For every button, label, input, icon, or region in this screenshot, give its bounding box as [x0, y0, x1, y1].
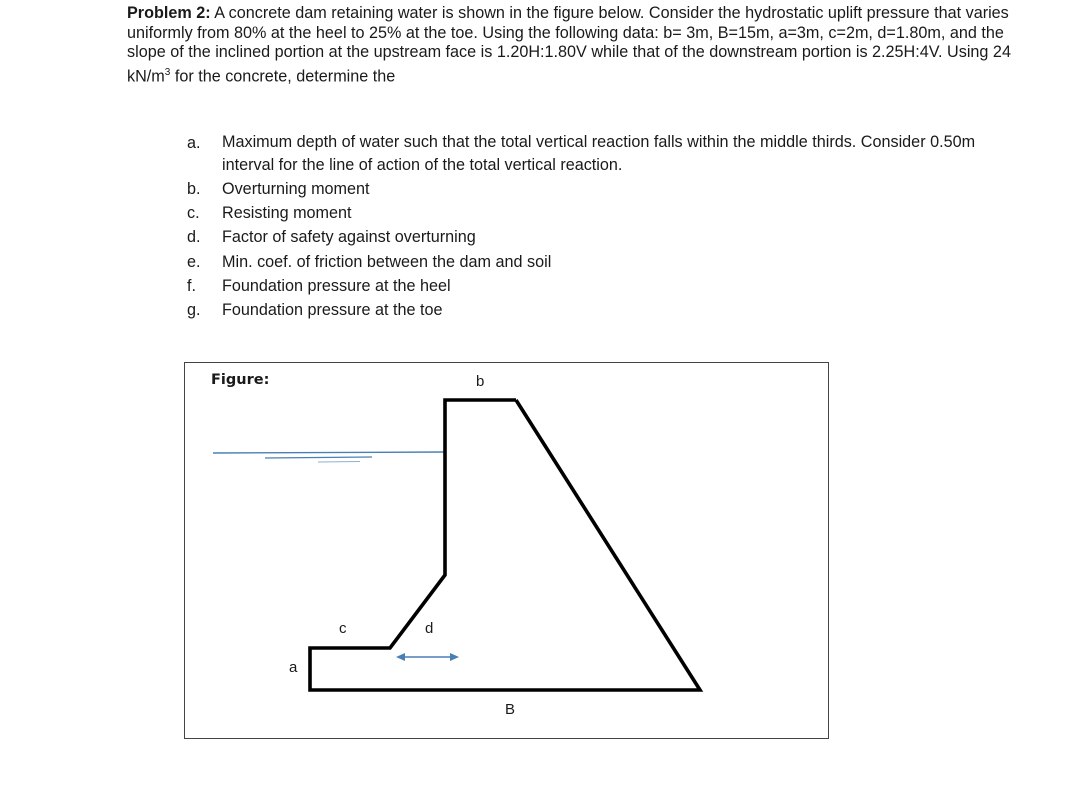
task-marker: a.	[187, 134, 201, 152]
label-b: b	[476, 373, 485, 390]
arrowhead-left	[396, 653, 405, 661]
task-marker: f.	[187, 276, 196, 295]
problem-heading: Problem 2:	[127, 4, 211, 22]
task-text: Foundation pressure at the toe	[222, 301, 443, 320]
task-marker: d.	[187, 228, 201, 247]
task-text: Min. coef. of friction between the dam and soil	[222, 252, 552, 271]
task-marker: g.	[187, 301, 201, 320]
task-text: Resisting moment	[222, 204, 352, 223]
water-surface-line	[213, 452, 444, 453]
task-marker: b.	[187, 180, 201, 198]
cubic-superscript: 3	[164, 66, 171, 78]
task-text: Overturning moment	[222, 180, 370, 198]
task-marker: c.	[187, 204, 200, 223]
label-c: c	[339, 620, 347, 637]
arrowhead-right	[450, 653, 459, 661]
dam-outline	[310, 400, 700, 690]
label-a: a	[289, 659, 298, 676]
task-text: Factor of safety against overturning	[222, 228, 476, 247]
task-marker: e.	[187, 252, 201, 271]
figure-title: Figure:	[211, 372, 270, 388]
label-B: B	[505, 701, 516, 718]
water-surface-shade	[265, 457, 372, 458]
task-text: Foundation pressure at the heel	[222, 276, 451, 295]
task-text: Maximum depth of water such that the total vertical reaction falls within the middle thirds. Consider 0.50m interval for the line of action of the total vertical reaction.	[222, 133, 976, 174]
water-surface-shade-short	[318, 462, 360, 463]
problem-text-end: for the concrete, determine the	[170, 67, 396, 86]
problem-text: A concrete dam retaining water is shown in the figure below. Consider the hydrostatic uplift pressure that varies uniformly from 80% at the heel to 25% at the toe. Using the following data: b= 3m, B=15m, a=3m, c=2m, d=1.80m, and the slope of the inclined portion at the upstream face is 1.20H:1.80V while that of the downstream portion is 2.25H:4V. Using 24 kN/m	[127, 4, 1011, 86]
label-d: d	[425, 620, 434, 637]
